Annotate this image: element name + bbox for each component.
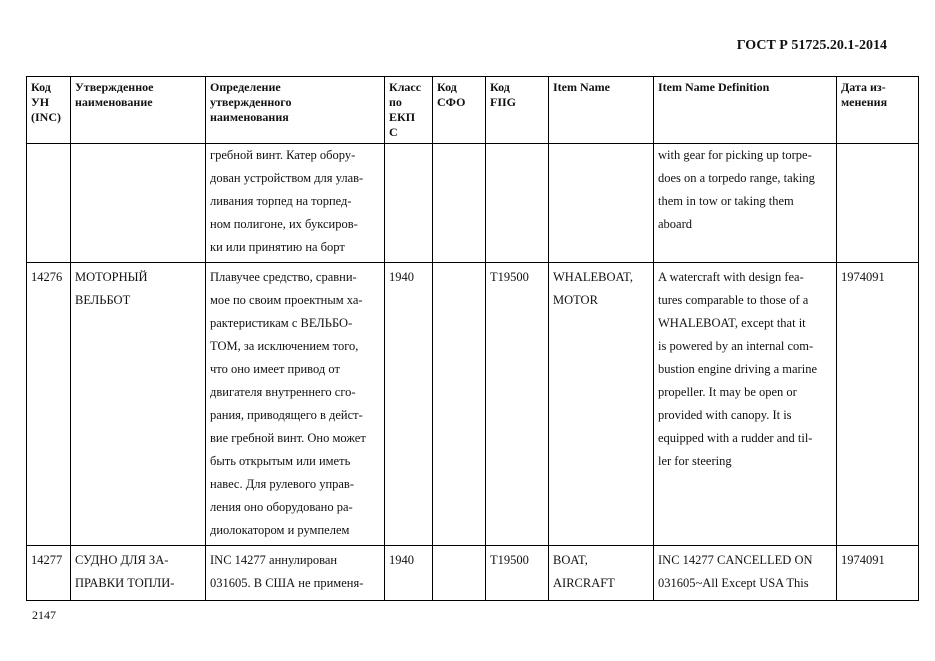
cell-sfo <box>433 144 486 263</box>
cell-sfo <box>433 546 486 601</box>
cell-change-date <box>837 144 919 263</box>
page-number: 2147 <box>32 608 56 622</box>
col-header-change-date: Дата из- менения <box>837 77 919 144</box>
cell-approved-name <box>71 144 206 263</box>
table-row <box>27 546 919 601</box>
cell-inc <box>27 144 71 263</box>
cell-class: 1940 <box>385 546 433 601</box>
table-row <box>27 144 919 263</box>
header-row <box>27 77 919 144</box>
document-id: ГОСТ Р 51725.20.1-2014 <box>736 38 887 53</box>
col-header-item-definition: Item Name Definition <box>654 77 837 144</box>
cell-item-name <box>549 144 654 263</box>
cell-approved-name: СУДНО ДЛЯ ЗА- ПРАВКИ ТОПЛИ- <box>71 546 206 601</box>
cell-definition: INC 14277 аннулирован 031605. В США не применя- <box>206 546 385 601</box>
cell-item-name: WHALEBOAT, MOTOR <box>549 263 654 546</box>
cell-class <box>385 144 433 263</box>
cell-inc: 14276 <box>27 263 71 546</box>
cell-change-date: 1974091 <box>837 546 919 601</box>
col-header-item-name: Item Name <box>549 77 654 144</box>
table-row <box>27 263 919 546</box>
cell-fiig: T19500 <box>486 263 549 546</box>
cell-item-definition: with gear for picking up torpe- does on a torpedo range, taking them in tow or taking them aboard <box>654 144 837 263</box>
nomenclature-table <box>26 76 919 601</box>
cell-change-date: 1974091 <box>837 263 919 546</box>
cell-sfo <box>433 263 486 546</box>
cell-fiig <box>486 144 549 263</box>
cell-inc: 14277 <box>27 546 71 601</box>
cell-definition: Плавучее средство, сравни- мое по своим проектным ха- рактеристикам с ВЕЛЬБО- ТОМ, за исключением того, что оно имеет привод от двигателя внутреннего сго- рания, приводящего в дейст- вие гребной винт. Оно может быть открытым или иметь навес. Для рулевого управ- ления оно оборудовано ра- диолокатором и румпелем <box>206 263 385 546</box>
cell-item-definition: INC 14277 CANCELLED ON 031605~All Except USA This <box>654 546 837 601</box>
cell-item-definition: A watercraft with design fea- tures comparable to those of a WHALEBOAT, except that it is powered by an internal com- bustion engine driving a marine propeller. It may be open or provided with canopy. It is equipped with a rudder and til- ler for steering <box>654 263 837 546</box>
cell-fiig: T19500 <box>486 546 549 601</box>
col-header-fiig: Код FIIG <box>486 77 549 144</box>
cell-approved-name: МОТОРНЫЙ ВЕЛЬБОТ <box>71 263 206 546</box>
cell-class: 1940 <box>385 263 433 546</box>
col-header-definition: Определение утвержденного наименования <box>206 77 385 144</box>
col-header-sfo: Код СФО <box>433 77 486 144</box>
cell-definition: гребной винт. Катер обору- дован устройством для улав- ливания торпед на торпед- ном полигоне, их буксиров- ки или принятию на борт <box>206 144 385 263</box>
col-header-approved-name: Утвержденное наименование <box>71 77 206 144</box>
col-header-class: Класс по ЕКП С <box>385 77 433 144</box>
cell-item-name: BOAT, AIRCRAFT <box>549 546 654 601</box>
col-header-inc: Код УН (INC) <box>27 77 71 144</box>
